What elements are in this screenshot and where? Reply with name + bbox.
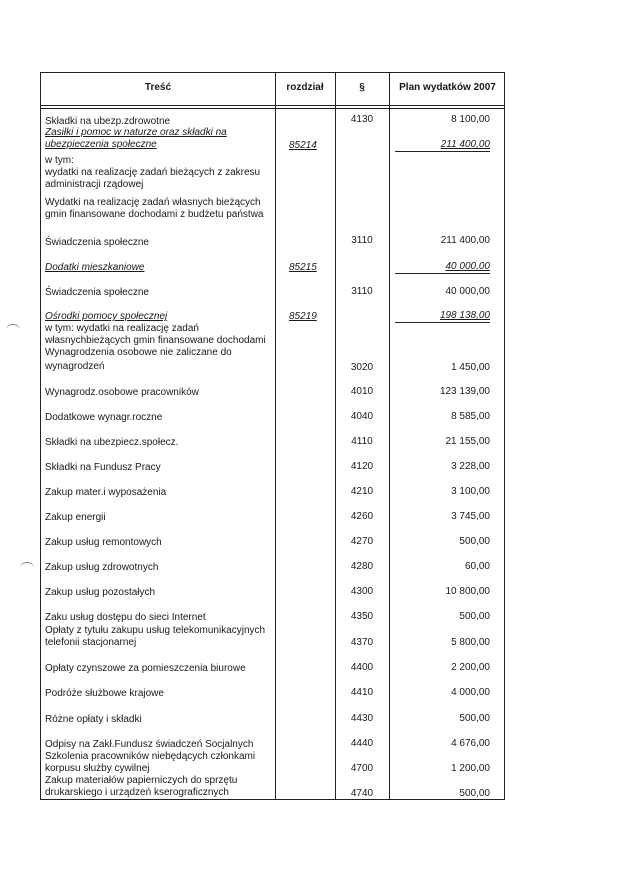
row-kwota: 60,00 (464, 561, 490, 572)
row-kwota: 3 745,00 (451, 511, 490, 522)
row-text: Składki na Fundusz Pracy (45, 462, 161, 473)
row-text: własnychbieżących gmin finansowane dochodami (45, 335, 266, 346)
row-paragraf: 4300 (350, 586, 374, 597)
row-paragraf: 4430 (350, 713, 374, 724)
row-text: Zakup materiałów papierniczych do sprzętu (45, 775, 238, 786)
row-text: Zakup mater.i wyposażenia (45, 487, 167, 498)
row-kwota: 8 100,00 (451, 114, 490, 125)
row-text: telefonii stacjonarnej (45, 637, 137, 648)
row-kwota: 3 100,00 (451, 486, 490, 497)
row-text: Wydatki na realizację zadań własnych bieżących (45, 197, 261, 208)
row-text: Zakup usług remontowych (45, 537, 162, 548)
row-text: Podróże służbowe krajowe (45, 688, 164, 699)
row-kwota: 500,00 (459, 713, 490, 724)
row-text: Opłaty czynszowe za pomieszczenia biurowe (45, 663, 246, 674)
header-rozdzial: rozdział (286, 82, 324, 93)
row-paragraf: 4040 (350, 411, 374, 422)
row-paragraf: 4210 (350, 486, 374, 497)
row-paragraf: 4260 (350, 511, 374, 522)
row-paragraf: 3110 (351, 235, 373, 246)
row-text: Różne opłaty i składki (45, 714, 142, 725)
row-kwota: 500,00 (459, 788, 490, 799)
header-plan: Plan wydatków 2007 (399, 82, 496, 93)
row-paragraf: 4280 (350, 561, 374, 572)
row-kwota: 4 000,00 (451, 687, 490, 698)
row-text: Szkolenia pracowników niebędących członkami (45, 751, 256, 762)
row-paragraf: 4350 (350, 611, 374, 622)
row-kwota: 40 000,00 (445, 286, 490, 297)
row-paragraf: 4110 (351, 436, 373, 447)
row-text: Dodatki mieszkaniowe (45, 262, 145, 273)
row-kwota: 2 200,00 (451, 662, 490, 673)
budget-table (40, 72, 505, 800)
row-text: korpusu służby cywilnej (45, 763, 150, 774)
scan-mark (20, 562, 34, 573)
header-divider (41, 108, 504, 109)
row-text: wydatki na realizację zadań bieżących z zakresu (45, 167, 261, 178)
row-text: Opłaty z tytułu zakupu usług telekomunikacyjnych (45, 625, 266, 636)
row-text: w tym: (45, 155, 74, 166)
row-text: w tym: wydatki na realizację zadań (45, 323, 199, 334)
row-kwota: 500,00 (459, 536, 490, 547)
row-text: administracji rządowej (45, 179, 144, 190)
row-kwota: 211 400,00 (395, 139, 490, 152)
row-paragraf: 4120 (350, 461, 374, 472)
row-text: Zaku usług dostępu do sieci Internet (45, 612, 206, 623)
row-kwota: 123 139,00 (439, 386, 490, 397)
row-text: Ośrodki pomocy społecznej (45, 311, 168, 322)
row-text: Składki na ubezp.zdrowotne (45, 116, 171, 127)
row-text: Zakup usług pozostałych (45, 587, 156, 598)
row-text: Odpisy na Zakł.Fundusz świadczeń Socjalnych (45, 739, 254, 750)
row-text: ubezpieczenia społeczne (45, 139, 157, 150)
row-text: Świadczenia społeczne (45, 287, 149, 298)
row-text: drukarskiego i urządzeń kserograficznych (45, 787, 229, 798)
row-kwota: 198 138,00 (395, 310, 490, 323)
row-kwota: 10 800,00 (445, 586, 490, 597)
header-divider (41, 105, 504, 106)
row-text: gmin finansowane dochodami z budżetu państwa (45, 209, 264, 220)
row-kwota: 21 155,00 (445, 436, 490, 447)
row-kwota: 211 400,00 (440, 235, 490, 246)
row-text: Dodatkowe wynagr.roczne (45, 412, 163, 423)
row-paragraf: 4270 (350, 536, 374, 547)
row-paragraf: 4400 (350, 662, 374, 673)
header-paragraf: § (359, 82, 365, 93)
row-paragraf: 3020 (350, 362, 374, 373)
row-paragraf: 4410 (350, 687, 374, 698)
row-rozdzial: 85219 (289, 311, 317, 322)
row-paragraf: 4370 (350, 637, 374, 648)
row-text: Zakup energii (45, 512, 106, 523)
header-tresc: Treść (144, 82, 172, 93)
row-kwota: 1 450,00 (451, 362, 490, 373)
row-kwota: 500,00 (459, 611, 490, 622)
row-paragraf: 4740 (350, 788, 374, 799)
row-text: Wynagrodzenia osobowe nie zaliczane do (45, 347, 232, 358)
row-kwota: 5 800,00 (451, 637, 490, 648)
row-kwota: 40 000,00 (395, 261, 490, 274)
row-paragraf: 3110 (351, 286, 373, 297)
row-kwota: 4 676,00 (451, 738, 490, 749)
row-text: Składki na ubezpiecz.społecz. (45, 437, 179, 448)
column-divider (275, 73, 276, 799)
row-text: Wynagrodz.osobowe pracowników (45, 387, 199, 398)
row-rozdzial: 85215 (289, 262, 317, 273)
row-text: Zasiłki i pomoc w naturze oraz składki na (45, 127, 227, 138)
row-kwota: 3 228,00 (451, 461, 490, 472)
row-kwota: 1 200,00 (451, 763, 490, 774)
scan-mark (6, 324, 20, 335)
row-paragraf: 4010 (350, 386, 374, 397)
row-text: wynagrodzeń (45, 361, 105, 372)
row-paragraf: 4440 (350, 738, 374, 749)
row-rozdzial: 85214 (289, 140, 317, 151)
row-paragraf: 4700 (350, 763, 374, 774)
row-text: Świadczenia społeczne (45, 237, 149, 248)
row-paragraf: 4130 (350, 114, 374, 125)
row-kwota: 8 585,00 (451, 411, 490, 422)
row-text: Zakup usług zdrowotnych (45, 562, 159, 573)
